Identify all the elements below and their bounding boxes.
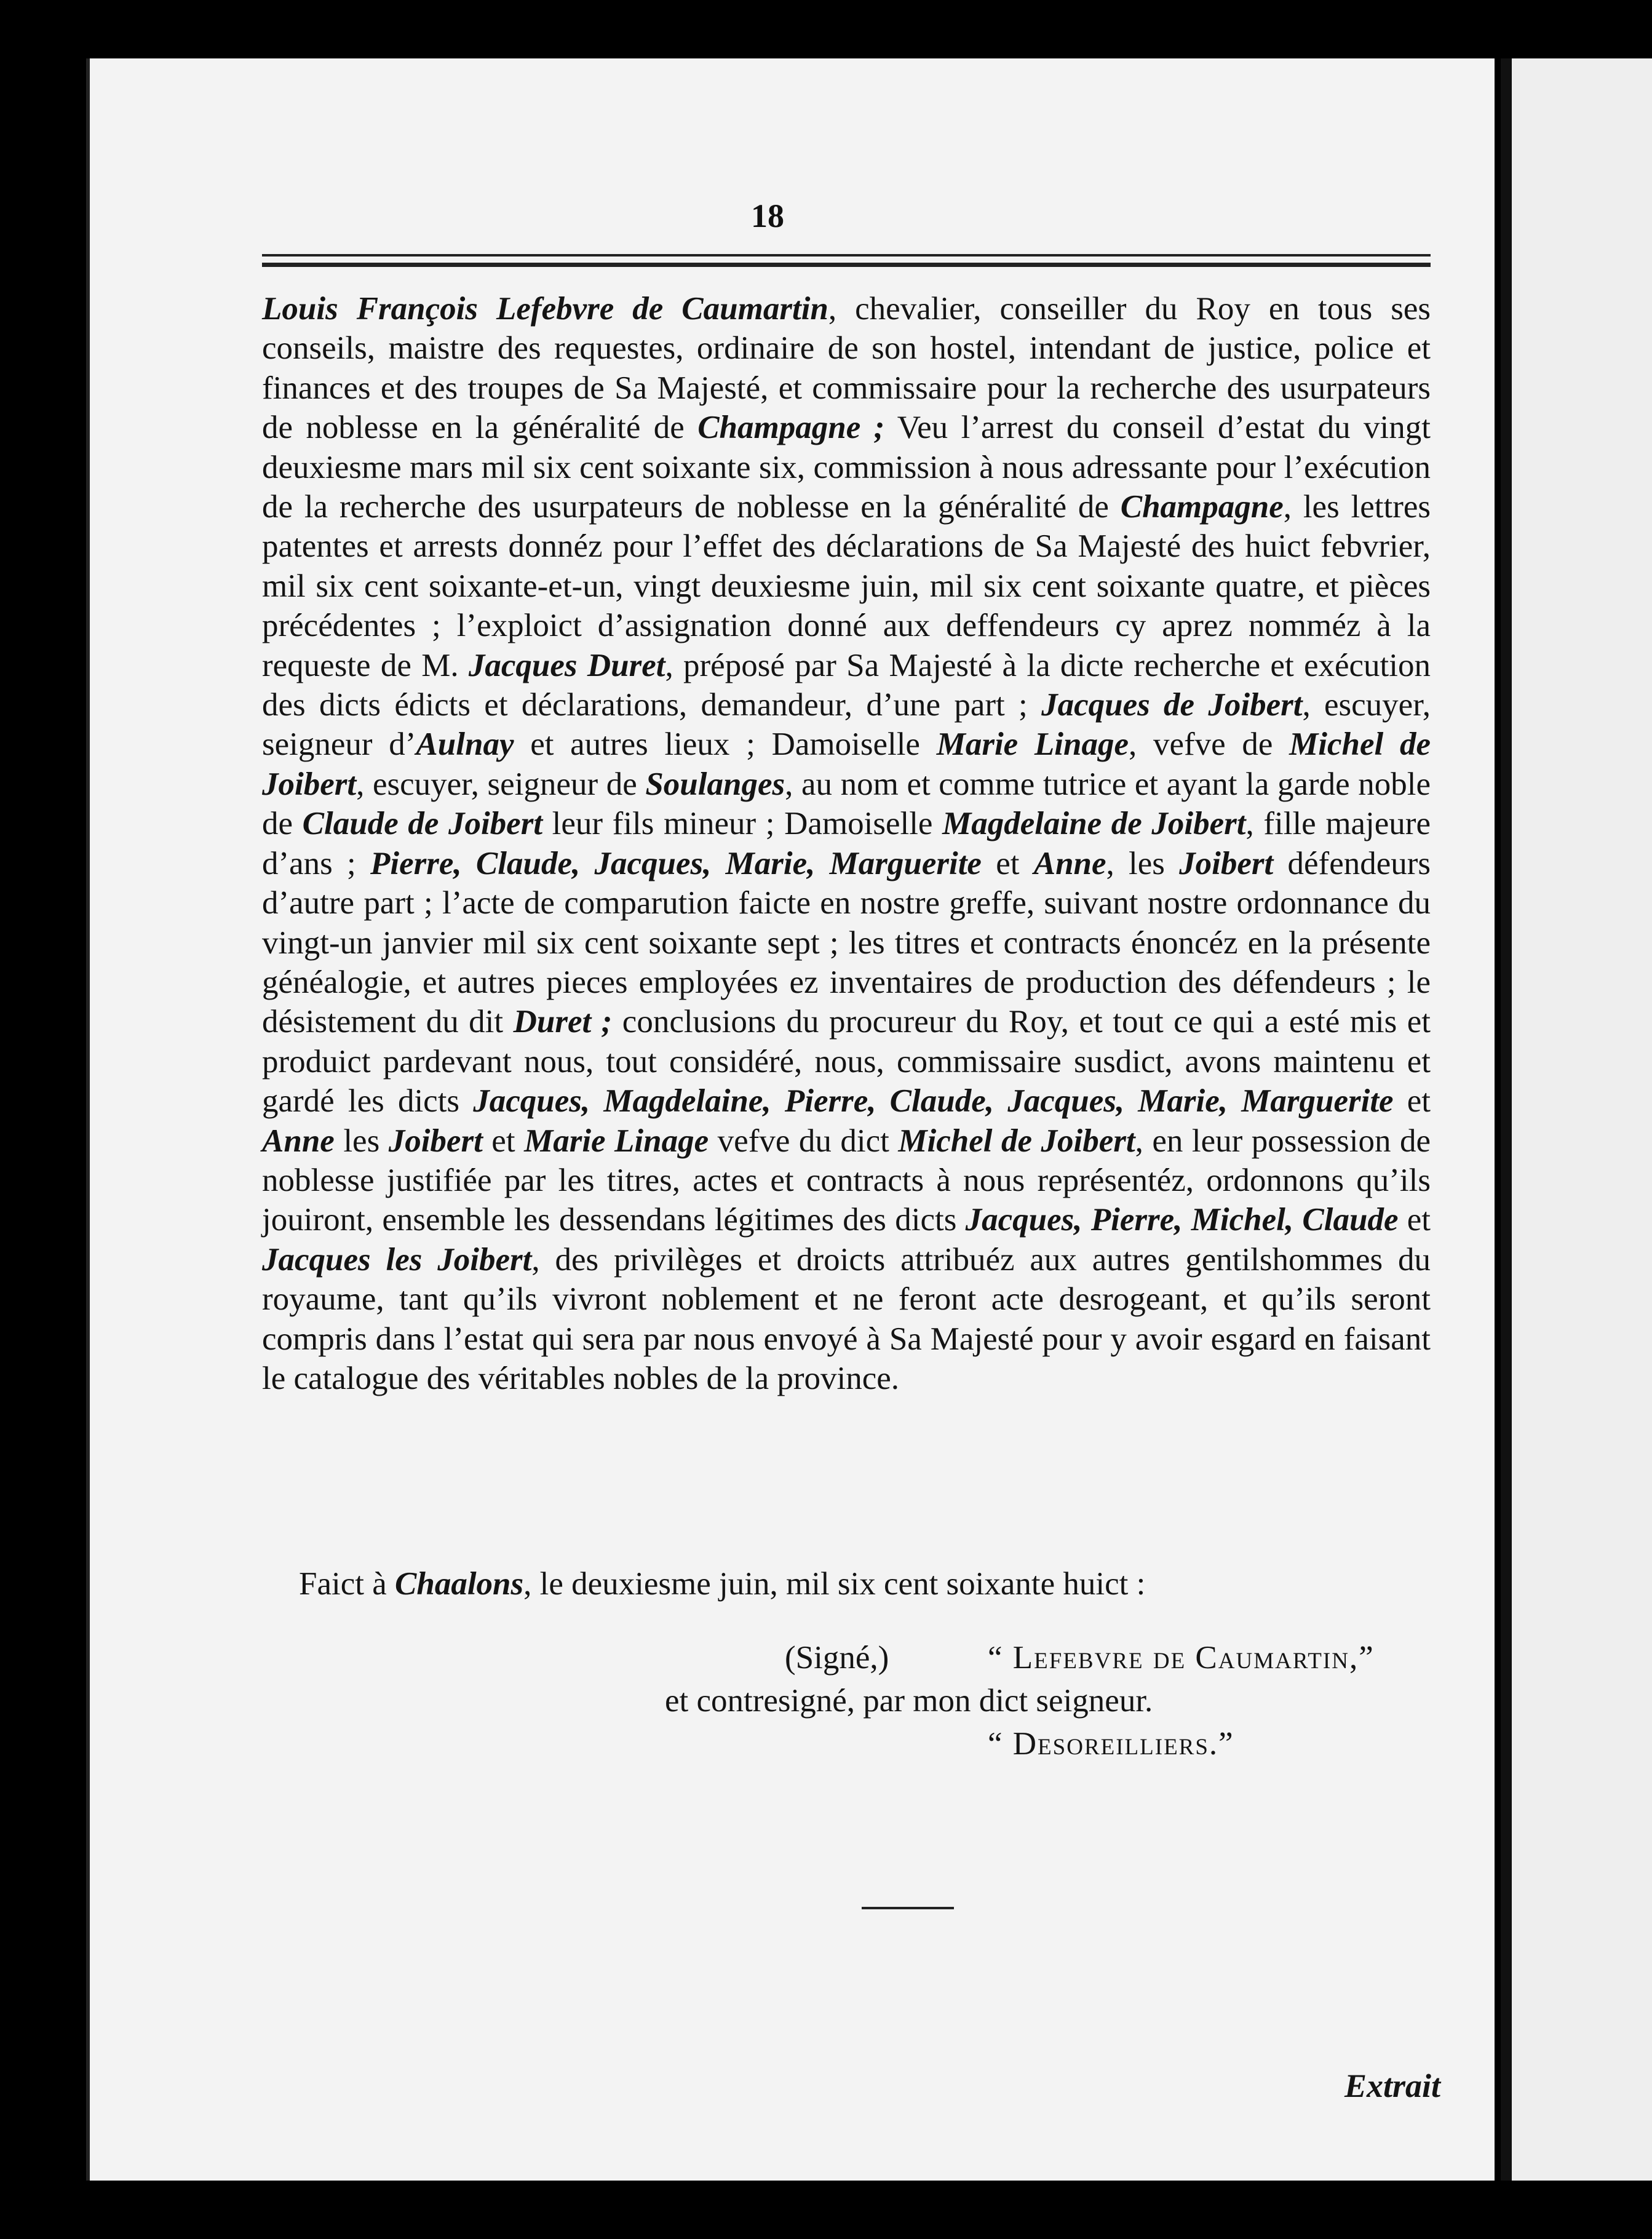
text-run: les: [334, 1123, 389, 1159]
italic-name: Jacques Duret: [468, 647, 665, 683]
italic-name: Magdelaine de Joibert: [942, 806, 1246, 842]
text-run: défendeurs d’autre part ; l’acte de comparution faicte en nostre greffe, suivant nostre ordonnance du vingt-un janvier mil six cent soixante sept ; les titres et contracts énoncéz en la présente généalogie, et autres pieces employées ez inventaires de production des défendeurs ; le désistement du dit: [262, 845, 1431, 1040]
text-run: , les: [1106, 845, 1180, 881]
italic-name: Pierre, Claude, Jacques, Marie, Marguerite: [370, 845, 982, 881]
countersign-name: “ Desoreilliers.”: [988, 1726, 1234, 1762]
text-run: , fille majeure d’ans ;: [262, 806, 1431, 881]
italic-name: Jacques de Joibert: [1041, 687, 1303, 723]
italic-name: Duret ;: [513, 1004, 613, 1040]
body-paragraph: [262, 289, 1431, 1398]
book-page: [86, 58, 1495, 2181]
text-run: et: [1398, 1202, 1431, 1238]
text-run: , escuyer, seigneur d’: [262, 687, 1431, 763]
text-run: Veu l’arrest du conseil d’estat du vingt deuxiesme mars mil six cent soixante six, commission à nous adressante pour l’exécution de la recherche des usurpateurs de noblesse en la généralité de: [262, 410, 1431, 525]
closing-place: Chaalons: [395, 1566, 524, 1602]
italic-name: Michel de Joibert: [262, 726, 1431, 802]
italic-name: Aulnay: [416, 726, 514, 763]
italic-name: Marie Linage: [524, 1123, 709, 1159]
italic-name: Soulanges: [645, 766, 785, 802]
closing-prefix: Faict à: [299, 1566, 395, 1602]
italic-name: Champagne: [1120, 489, 1284, 525]
closing-rule: [862, 1907, 954, 1909]
text-run: leur fils mineur ; Damoiselle: [542, 806, 943, 842]
signature-name: “ Lefebvre de Caumartin,”: [988, 1640, 1375, 1676]
italic-name: Jacques les Joibert: [262, 1241, 532, 1278]
page-number: 18: [751, 197, 784, 234]
text-run: et autres lieux ; Damoiselle: [514, 726, 937, 763]
italic-name: Joibert: [1179, 845, 1274, 881]
text-run: et: [981, 845, 1034, 881]
italic-name: Claude de Joibert: [302, 806, 543, 842]
closing-suffix: , le deuxiesme juin, mil six cent soixante huict :: [523, 1566, 1146, 1602]
countersign-line: et contresigné, par mon dict seigneur.: [665, 1683, 1153, 1719]
text-run: vefve du dict: [709, 1123, 899, 1159]
text-run: conclusions du procureur du Roy, et tout ce qui a esté mis et produict pardevant nous, tout considéré, nous, commissaire susdict, avons maintenu et gardé les dicts: [262, 1004, 1431, 1120]
italic-name: Jacques, Magdelaine, Pierre, Claude, Jacques, Marie, Marguerite: [473, 1083, 1394, 1120]
text-run: , préposé par Sa Majesté à la dicte recherche et exécution des dicts édicts et déclarations, demandeur, d’une part ;: [262, 647, 1431, 723]
text-run: , chevalier, conseiller du Roy en tous ses conseils, maistre des requestes, ordinaire de son hostel, intendant de justice, police et finances et des troupes de Sa Majesté, et commissaire pour la recherche des usurpateurs de noblesse en la généralité de: [262, 291, 1431, 446]
italic-name: Michel de Joibert: [898, 1123, 1135, 1159]
italic-name: Anne: [1033, 845, 1106, 881]
text-run: et: [482, 1123, 525, 1159]
italic-name: Marie Linage: [936, 726, 1129, 763]
italic-name: Joibert: [388, 1123, 483, 1159]
facing-page-edge: [1501, 58, 1652, 2181]
italic-name: Champagne ;: [697, 410, 885, 446]
text-run: , escuyer, seigneur de: [356, 766, 646, 802]
text-run: , au nom et comme tutrice et ayant la garde noble de: [262, 766, 1431, 842]
text-run: , les lettres patentes et arrests donnéz pour l’effet des déclarations de Sa Majesté des huict febvrier, mil six cent soixante-et-un, vingt deuxiesme juin, mil six cent soixante quatre, et pièces précédentes ; l’exploict d’assignation donné aux deffendeurs cy aprez nomméz à la requeste de M.: [262, 489, 1431, 683]
text-run: , en leur possession de noblesse justifiée par les titres, actes et contracts à nous représentéz, ordonnons qu’ils jouiront, ensemble les dessendans légitimes des dicts: [262, 1123, 1431, 1238]
italic-name: Louis François Lefebvre de Caumartin: [262, 291, 828, 327]
italic-name: Jacques, Pierre, Michel, Claude: [965, 1202, 1399, 1238]
signature-label: (Signé,): [785, 1640, 889, 1676]
header-rule-thick: [262, 263, 1431, 267]
italic-name: Anne: [262, 1123, 335, 1159]
text-run: , vefve de: [1129, 726, 1290, 763]
catchword: Extrait: [1344, 2067, 1441, 2104]
text-run: , des privilèges et droicts attribuéz aux autres gentilshommes du royaume, tant qu’ils vivront noblement et ne feront acte desrogeant, et qu’ils seront compris dans l’estat qui sera par nous envoyé à Sa Majesté pour y avoir esgard en faisant le catalogue des véritables nobles de la province.: [262, 1241, 1431, 1396]
closing-line: [299, 1565, 1467, 1602]
text-run: et: [1393, 1083, 1431, 1120]
header-rule-thin: [262, 254, 1431, 257]
